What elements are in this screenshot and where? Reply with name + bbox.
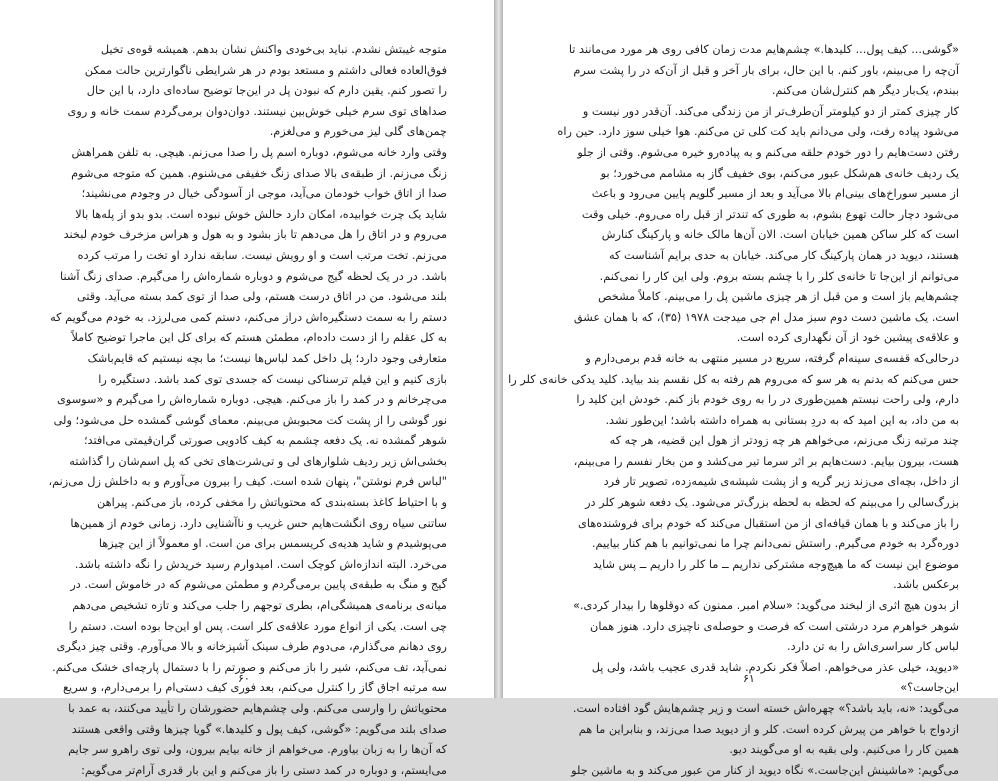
text-line: و با احتیاط کاغذ بسته‌بندی که محتویاتش را مخفی کرده، باز می‌کنم. پیراهن — [97, 496, 447, 510]
text-line: یک ردیف خانه‌ی هم‌شکل عبور می‌کنم، بوی خفیف گاز به مشامم می‌خورد؛ بو — [600, 166, 959, 180]
left-page-body-text — [48, 40, 447, 781]
text-line: سه مرتبه اجاق گاز را کنترل می‌کنم، بعد فوری کیف دستی‌ام را برمی‌دارم، و سریع — [63, 681, 447, 695]
text-line: که آن‌ها را به زبان بیاورم. می‌خواهم از خانه بیایم بیرون، ولی توی راهرو سر جایم — [68, 743, 447, 757]
text-line: شوهر گمشده نه. یک دفعه چشمم به کیف کادویی صورتی گران‌قیمتی می‌افتد؛ — [83, 434, 447, 448]
text-line: این‌جاست؟» — [900, 681, 959, 695]
text-line: شاید یک چرت خوابیده، امکان دارد حالش خوش نبوده است. بدو بدو از پله‌ها بالا — [75, 207, 447, 221]
text-line: هستند، دیوید در همان پارکینگ کار می‌کند. خیابان به حدی برایم آشناست که — [608, 248, 959, 262]
text-line: محتویاتش را وارسی می‌کنم. ولی چشم‌هایم حضورشان را تأیید می‌کنند، به عمد با — [68, 702, 447, 715]
text-line: را باز می‌کند و با همان قیافه‌ای از من استقبال می‌کند که خودم برای فروشنده‌های — [578, 516, 959, 530]
text-line: دارم، ولی راحت نیستم همین‌طوری در را به روی خودم باز کنم. خودش این کلید را — [576, 393, 959, 407]
text-line: "لباس فرم نوشتن"، پنهان شده است. کیف را بیرون می‌آورم و به داخلش زل می‌زنم، — [48, 475, 447, 489]
right-page — [502, 0, 998, 777]
text-line: صداهای توی سرم خیلی خوش‌بین نیستند. دوان‌دوان برمی‌گردم سمت خانه و روی — [67, 104, 447, 118]
text-line: بازی کنیم و این فیلم ترسناکی نیست که جسدی توی کمد باشد. دستگیره را — [98, 372, 447, 386]
text-line: کار چیزی کمتر از دو کیلومتر آن‌طرف‌تر از من زندگی می‌کند. آن‌قدر دور نیست و — [582, 104, 959, 118]
text-line: است. یک ماشین دست دوم سبز مدل ام جی میدجت ۱۹۷۸ (۳۵)، که با همان عشق — [573, 310, 959, 324]
text-line: حس می‌کنم که بدنم به هر سو که می‌روم هم رفته به کل نقسم بند بیاید. کلید یدکی خانه‌ی کلر را — [508, 372, 959, 386]
text-line: چی است. یکی از انواع مورد علاقه‌ی کلر است. پس او این‌جا بوده است. دستم را — [68, 619, 447, 633]
left-page-number: ۶۰ — [238, 672, 250, 685]
text-line: فوق‌العاده فعالی داشتم و مستعد بودم در هر شرایطی ناگوارترین حالت ممکن — [84, 63, 447, 77]
text-line: شوهر خواهرم مرد درشتی است که فرصت و حوصله‌ی ناچیزی دارد. هنوز همان — [590, 619, 959, 633]
text-line: چشم‌هایم باز است و من قبل از هر چیزی ماشین پل را می‌بینم. کاملاً مشخص — [597, 290, 959, 304]
right-page-number: ۶۱ — [743, 672, 755, 685]
text-line: نمی‌آید، تف می‌کنم، شیر را باز می‌کنم و صورتم را با دستمال پارچه‌ای خشک می‌کنم. — [52, 660, 447, 674]
text-line: متوجه غیبتش نشدم. نباید بی‌خودی واکنش نشان بدهم. همیشه قوه‌ی تخیل — [100, 43, 447, 56]
text-line: همین کار را می‌کنیم. ولی بقیه به او می‌گویند دیو. — [729, 743, 959, 757]
text-line: می‌توانم از این‌جا تا خانه‌ی کلر را با چشم بسته بروم. ولی این کار را نمی‌کنم. — [599, 269, 959, 283]
text-line: می‌زنم. تخت مرتب است و او رویش نیست. سابقه ندارد او تخت را مرتب کرده — [77, 248, 447, 262]
left-page — [0, 0, 495, 777]
text-line: چمن‌های گلی لیز می‌خورم و می‌لغزم. — [269, 125, 447, 139]
text-line: «گوشی... کیف پول... کلیدها.» چشم‌هایم مدت زمان کافی روی هر مورد می‌مانند تا — [568, 43, 959, 56]
text-line: دستم را به سمت دستگیره‌اش دراز می‌کنم، دستم کمی می‌لرزد. به خودم می‌گویم که — [50, 310, 447, 324]
text-line: موضوع این نیست که ما هیچ‌وجه مشترکی نداریم ــ ما کلر را داریم ــ پس شاید — [593, 557, 959, 571]
text-line: آن‌چه را می‌بینم، باور کنم. با این حال، برای بار آخر و قبل از آن‌که در را پشت سرم — [573, 63, 959, 77]
text-line: به من داد، به این امید که به دردِ بستانی به همراه داشته باشد؛ این‌طور نشد. — [605, 413, 959, 427]
text-line: باشد. در در یک لحظه گیج می‌شوم و دوباره شماره‌اش را می‌گیرم. صدای زنگ آشنا — [60, 269, 447, 283]
text-line: می‌شود دچار حالت تهوع بشوم، به طوری که تندتر از قبل راه می‌روم. خیلی وقت — [581, 207, 959, 221]
text-line: صدای بلند می‌گویم: «گوشی، کیف پول و کلیدها.» گویا چیزها وقتی واقعی هستند — [71, 722, 447, 736]
text-line: رفتن دست‌هایم را دور خودم حلقه می‌کنم و به پیاده‌رو خیره می‌شوم. وقتی از جلو — [577, 145, 959, 159]
text-line: دوره‌گرد به خودم می‌گیرم. راستش نمی‌دانم چرا ما نمی‌توانیم با هم کنار بیاییم. — [591, 537, 959, 551]
text-line: می‌پوشیدم و شاید هدیه‌ی کریسمس برای من است. او معمولاً از این چیزها — [98, 537, 447, 551]
text-line: به کل عقلم را از دست داده‌ام، مطمئن هستم که برای کل این ماجرا توضیح کاملاً — [71, 331, 447, 345]
text-line: زنگ می‌زنم. از طبقه‌ی بالا صدای زنگ خفیفی می‌شنوم. همین که متوجه می‌شوم — [71, 166, 447, 180]
text-line: برعکس باشد. — [893, 578, 959, 592]
text-line: بزرگ‌سالی را می‌بینم که لحظه به لحظه بزرگ‌تر می‌شود. یک دفعه شوهر کلر در — [585, 496, 959, 510]
text-line: هست، بیرون بیایم. دست‌هایم بر اثر سرما تیر می‌کشد و من بخار نفسم را می‌بینم، — [573, 454, 959, 468]
text-line: را تصور کنم. یقین دارم که نبودن پل در این‌جا توضیح ساده‌ای دارد، با این حال — [86, 84, 447, 98]
right-page-body-text — [508, 40, 959, 781]
text-line: از مسیر سوراخ‌های بینی‌ام بالا می‌آید و بعد از مسیر گلویم پایین می‌رود و باعث — [591, 187, 959, 201]
text-line: می‌روم و در اتاق را هل می‌دهم تا باز بشود و به هول و هراس مزخرف خودم لبخند — [63, 228, 447, 242]
text-line: روی دهانم می‌گذارم، می‌دوم طرف سینک آشپزخانه و بالا می‌آورم. وقتی چیز دیگری — [56, 640, 447, 654]
text-line: می‌گویم: «ماشینش این‌جاست.» نگاه دیوید از کنار من عبور می‌کند و به ماشین جلو — [571, 763, 959, 777]
text-line: می‌خرد. البته اندازه‌اش کوچک است. امیدوارم رسید خریدش را نگه داشته باشد. — [74, 557, 447, 571]
text-line: «دیوید، خیلی عذر می‌خواهم. اصلاً فکر نکردم. شاید قدری عجیب باشد، ولی پل — [591, 660, 959, 674]
text-line: درحالی‌که قفسه‌ی سینه‌ام گرفته، سریع در مسیر منتهی به خانه قدم برمی‌دارم و — [585, 351, 959, 365]
text-line: بلند می‌شود. من در اتاق درست هستم، ولی صدا از توی کمد بسته می‌آید. وقتی — [76, 290, 447, 304]
text-line: صدا از اتاق خواب خودمان می‌آید، موجی از آسودگی خیال در وجودم می‌نشیند؛ — [81, 187, 447, 201]
text-line: از بدون هیچ اثری از لبخند می‌گوید: «سلام امبر. ممنون که دوقلوها را بیدار کردی.» — [573, 599, 959, 613]
text-line: بخشی‌اش زیر ردیف شلوارهای لی و تی‌شرت‌های تخی که پل اسم‌شان را گذاشته — [69, 454, 447, 468]
text-line: لباس کار سراسری‌اش را به تن دارد. — [787, 640, 959, 654]
text-line: می‌گوید: «نه، باید باشد؟» چهره‌اش خسته است و زیر چشم‌هایش گود افتاده است. — [572, 702, 959, 715]
text-line: وقتی وارد خانه می‌شوم، دوباره اسم پل را صدا می‌زنم. هیچی. به تلفن همراهش — [71, 145, 447, 159]
text-line: ساتنی سیاه روی انگشت‌هایم حس غریب و ناآشنایی دارد. زمانی خودم از همین‌ها — [70, 516, 447, 530]
text-line: از داخل، بچه‌ای می‌زند زیر گریه و از پشت شیشه‌ی شیمه‌زده، تصویر تار فرد — [603, 475, 959, 489]
book-gutter — [495, 0, 502, 698]
text-line: می‌شود پیاده رفت، ولی می‌دانم باید کت کلی تن می‌کنم. هوا خیلی سوز دارد. حین راه — [557, 125, 959, 139]
text-line: است که کلر ساکن همین خیابان است. الان آن‌ها مالک خانه و پارکینگ کنارش — [601, 228, 959, 242]
text-line: می‌چرخانم و در کمد را باز می‌کنم. هیچی. دوباره شماره‌اش را می‌گیرم و «سوسوی — [57, 393, 447, 407]
text-line: ببندم، یک‌بار دیگر هم کنترل‌شان می‌کنم. — [771, 84, 959, 98]
text-line: گیج و منگ به طبقه‌ی پایین برمی‌گردم و مطمئن می‌شوم که در خاموش است. در — [70, 578, 447, 592]
text-line: میانه‌ی برنامه‌ی همیشگی‌ام، بطری توجهم را جلب می‌کند و تازه تشخیص می‌دهم — [72, 599, 447, 613]
text-line: ازدواج با خواهر من پیرش کرده است. کلر و از دیوید صدا می‌زند، و بنابراین ما هم — [578, 722, 959, 736]
text-line: می‌ایستم، و دوباره در کمد دستی را باز می‌کنم و این بار قدری آرام‌تر می‌گویم: — [81, 763, 447, 777]
text-line: متعارفی وجود دارد؛ پل داخل کمد لباس‌ها نیست؛ ما بچه نیستیم که قایم‌باشک — [87, 351, 447, 365]
text-line: و علاقه‌ی پیشین خود از آن نگهداری کرده است. — [736, 331, 959, 345]
text-line: نور گوشی را از پشت کت محبوبش می‌بینم. معمای گوشی گمشده حل می‌شود؛ ولی — [53, 413, 447, 427]
text-line: چند مرتبه زنگ می‌زنم، می‌خواهم هر چه زودتر از هول این قضیه، هر چه که — [609, 434, 959, 448]
